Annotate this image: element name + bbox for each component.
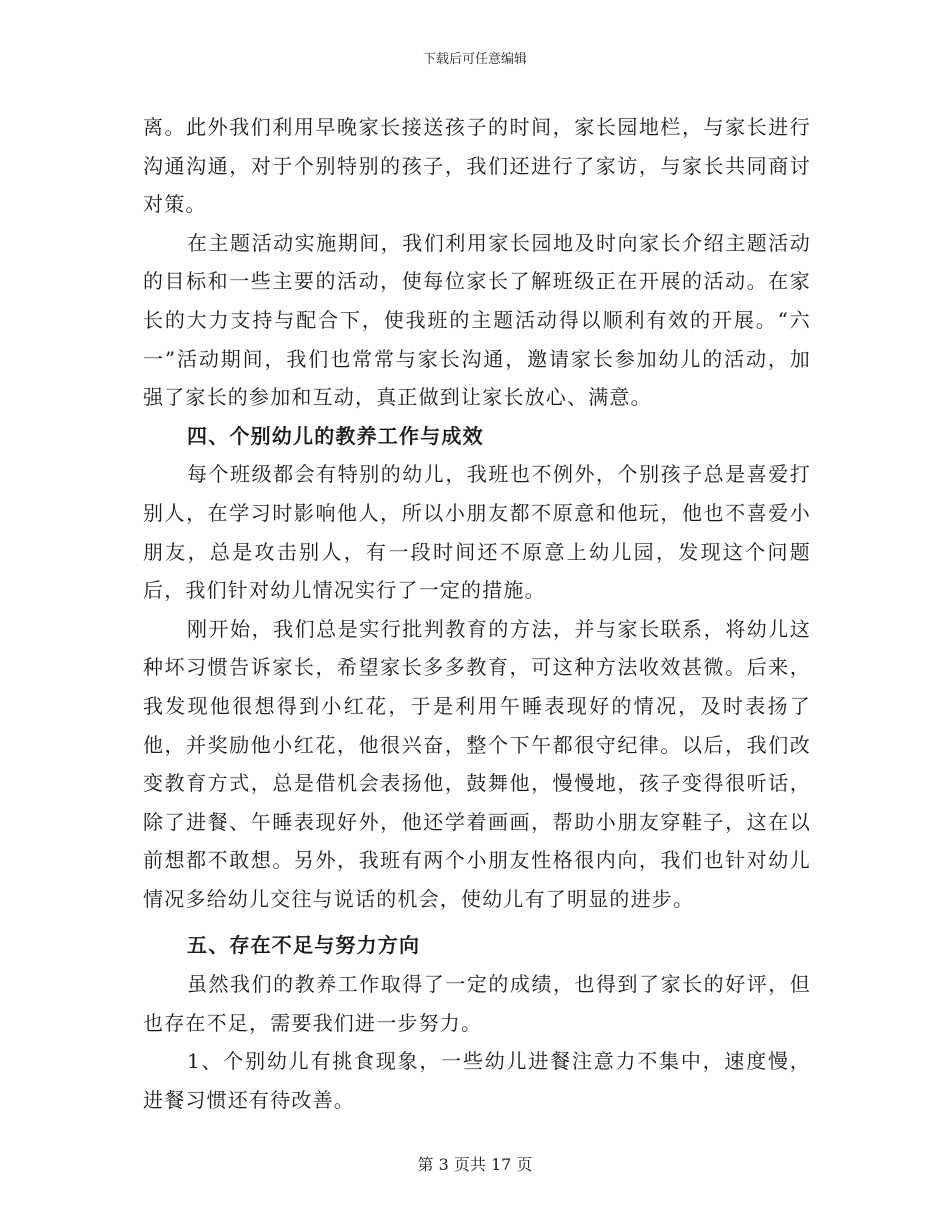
paragraph-special-children: 每个班级都会有特别的幼儿，我班也不例外，个别孩子总是喜爱打别人，在学习时影响他人，所以小朋友都不原意和他玩，他也不喜爱小朋友，总是攻击别人，有一段时间还不原意上幼儿园，发现这个问题后，我们针对幼儿情况实行了一定的措施。	[143, 462, 811, 603]
spacer	[143, 918, 811, 926]
section-heading-4: 四、个别幼儿的教养工作与成效	[187, 423, 484, 448]
paragraph-theme-activities: 在主题活动实施期间，我们利用家长园地及时向家长介绍主题活动的目标和一些主要的活动，使每位家长了解班级正在开展的活动。在家长的大力支持与配合下，使我班的主题活动得以顺利有效的开展。“六一”活动期间，我们也常常与家长沟通，邀请家长参加幼儿的活动，加强了家长的参加和互动，真正做到让家长放心、满意。	[143, 230, 811, 410]
page-footer: 第 3 页共 17 页	[417, 1155, 533, 1174]
paragraph-education-method: 刚开始，我们总是实行批判教育的方法，并与家长联系，将幼儿这种坏习惯告诉家长，希望家长多多教育，可这种方法收效甚微。后来，我发现他很想得到小红花，于是利用午睡表现好的情况，及时表扬了他，并奖励他小红花，他很兴奋，整个下午都很守纪律。以后，我们改变教育方式，总是借机会表扬他，鼓舞他，慢慢地，孩子变得很听话，除了进餐、午睡表现好外，他还学着画画，帮助小朋友穿鞋子，这在以前想都不敢想。另外，我班有两个小朋友性格很内向，我们也针对幼儿情况多给幼儿交往与说话的机会，使幼儿有了明显的进步。	[143, 616, 811, 911]
document-body	[143, 108, 811, 1119]
paragraph-continued: 离。此外我们利用早晚家长接送孩子的时间，家长园地栏，与家长进行沟通沟通，对于个别特别的孩子，我们还进行了家访，与家长共同商讨对策。	[143, 115, 811, 217]
section-heading-5: 五、存在不足与努力方向	[187, 933, 421, 958]
paragraph-shortcomings: 虽然我们的教养工作取得了一定的成绩，也得到了家长的好评，但也存在不足，需要我们进一步努力。	[143, 972, 811, 1035]
page-header: 下载后可任意编辑	[422, 52, 527, 67]
paragraph-item-1: 1、个别幼儿有挑食现象，一些幼儿进餐注意力不集中，速度慢，进餐习惯还有待改善。	[143, 1049, 811, 1112]
